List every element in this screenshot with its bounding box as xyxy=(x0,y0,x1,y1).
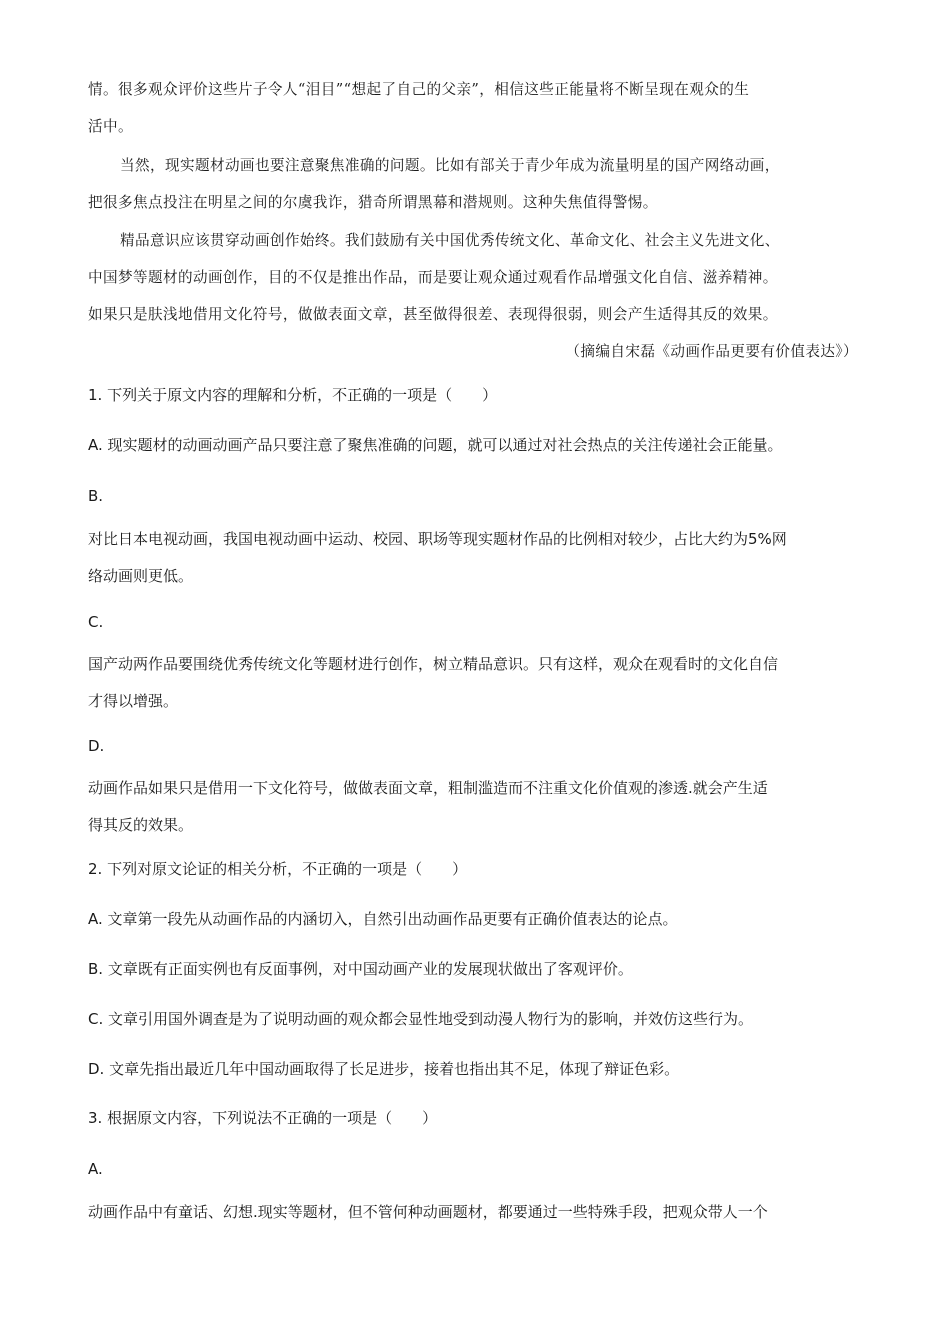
question-2-option-d: D. 文章先指出最近几年中国动画取得了长足进步，接着也指出其不足，体现了辩证色彩。 xyxy=(88,1060,680,1078)
passage-line: 情。很多观众评价这些片子令人“泪目”“想起了自己的父亲”，相信这些正能量将不断呈现在观众的生 xyxy=(88,81,750,98)
question-1-option-d-text: 得其反的效果。 xyxy=(88,816,194,834)
passage-line: 中国梦等题材的动画创作，目的不仅是推出作品，而是要让观众通过观看作品增强文化自信、滋养精神。 xyxy=(88,269,778,286)
question-1-option-b-text: 络动画则更低。 xyxy=(88,567,194,585)
question-1-option-c-text: 才得以增强。 xyxy=(88,692,179,710)
question-1-option-c-label: C. xyxy=(88,613,104,631)
question-2-stem: 2. 下列对原文论证的相关分析，不正确的一项是（ ） xyxy=(88,860,468,878)
passage-line: 活中。 xyxy=(88,118,133,135)
question-1-option-a: A. 现实题材的动画动画产品只要注意了聚焦准确的问题，就可以通过对社会热点的关注传递社会正能量。 xyxy=(88,436,783,454)
passage-line: 如果只是肤浅地借用文化符号，做做表面文章，甚至做得很差、表现得很弱，则会产生适得其反的效果。 xyxy=(88,306,778,323)
question-2-option-a: A. 文章第一段先从动画作品的内涵切入，自然引出动画作品更要有正确价值表达的论点。 xyxy=(88,910,678,928)
passage-source: （摘编自宋磊《动画作品更要有价值表达》） xyxy=(565,343,858,360)
question-3-stem: 3. 根据原文内容，下列说法不正确的一项是（ ） xyxy=(88,1109,438,1127)
question-2-option-c: C. 文章引用国外调查是为了说明动画的观众都会显性地受到动漫人物行为的影响，并效仿这些行为。 xyxy=(88,1010,754,1028)
question-1-option-b-text: 对比日本电视动画，我国电视动画中运动、校园、职场等现实题材作品的比例相对较少，占比大约为5%网 xyxy=(88,530,787,548)
passage-line: 当然，现实题材动画也要注意聚焦准确的问题。比如有部关于青少年成为流量明星的国产网络动画， xyxy=(120,157,780,174)
passage-line: 把很多焦点投注在明星之间的尔虞我诈，猎奇所谓黑幕和潜规则。这种失焦值得警惕。 xyxy=(88,194,658,211)
question-1-option-d-text: 动画作品如果只是借用一下文化符号，做做表面文章，粗制滥造而不注重文化价值观的渗透.就会产生适 xyxy=(88,779,768,797)
question-1-option-b-label: B. xyxy=(88,487,104,505)
question-2-option-b: B. 文章既有正面实例也有反面事例，对中国动画产业的发展现状做出了客观评价。 xyxy=(88,960,633,978)
question-1-option-c-text: 国产动两作品要围绕优秀传统文化等题材进行创作，树立精品意识。只有这样，观众在观看时的文化自信 xyxy=(88,655,779,673)
question-1-stem: 1. 下列关于原文内容的理解和分析，不正确的一项是（ ） xyxy=(88,386,498,404)
question-3-option-a-label: A. xyxy=(88,1160,103,1178)
question-1-option-d-label: D. xyxy=(88,737,105,755)
question-3-option-a-text: 动画作品中有童话、幻想.现实等题材，但不管何种动画题材，都要通过一些特殊手段，把观众带人一个 xyxy=(88,1203,768,1221)
passage-line: 精品意识应该贯穿动画创作始终。我们鼓励有关中国优秀传统文化、革命文化、社会主义先进文化、 xyxy=(120,232,780,249)
